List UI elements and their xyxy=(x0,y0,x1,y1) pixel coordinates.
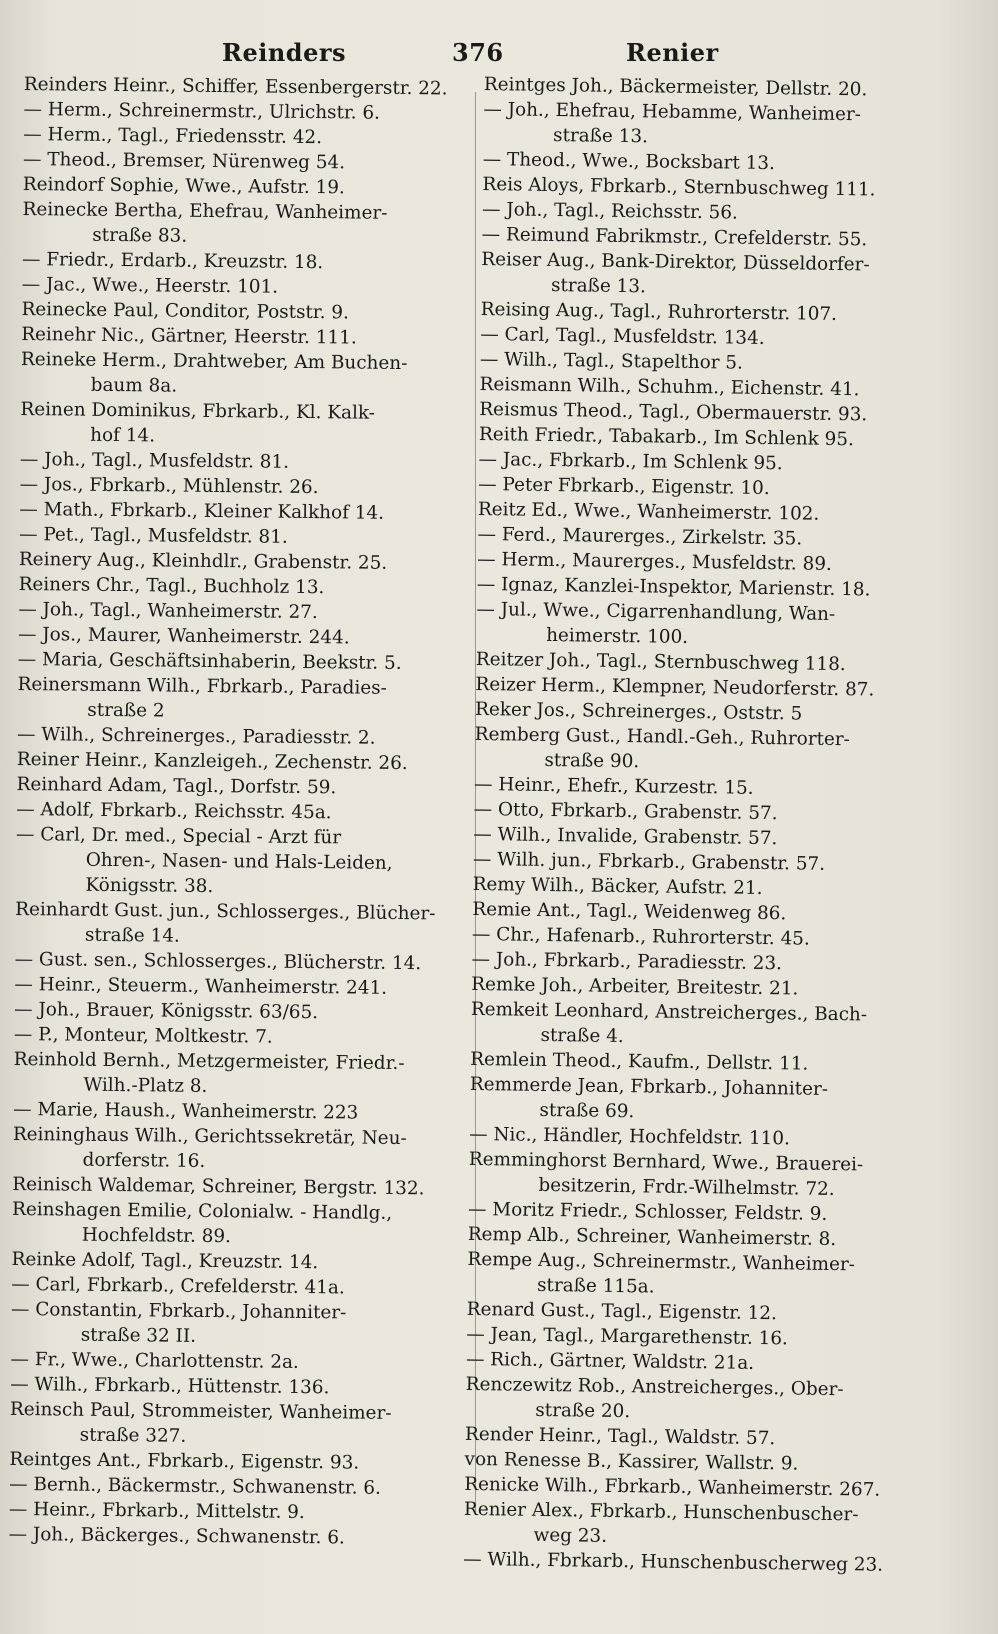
entry-line: Reinhold Bernh., Metzgermeister, Friedr.- xyxy=(13,1048,405,1075)
entry-line: — Math., Fbrkarb., Kleiner Kalkhof 14. xyxy=(19,498,385,524)
entry-line: — Peter Fbrkarb., Eigenstr. 10. xyxy=(478,473,770,500)
entry-continuation-line: baum 8a. xyxy=(90,374,178,397)
entry-line: — Rich., Gärtner, Waldstr. 21a. xyxy=(465,1348,755,1374)
entry-continuation-line: Ohren-, Nasen- und Hals-Leiden, xyxy=(85,849,393,874)
entry-line: Reinshagen Emilie, Colonialw. - Handlg., xyxy=(11,1198,393,1224)
directory-entry xyxy=(470,997,903,1053)
entry-line: — Otto, Fbrkarb., Grabenstr. 57. xyxy=(473,798,778,825)
entry-line: — Theod., Bremser, Nürenweg 54. xyxy=(22,148,346,174)
directory-entry xyxy=(17,672,446,726)
entry-line: — Ignaz, Kanzlei-Inspektor, Marienstr. 18. xyxy=(476,573,871,601)
entry-line: Reinders Heinr., Schiffer, Essenbergerstr. 22. xyxy=(23,73,448,100)
entry-line: — Jac., Fbrkarb., Im Schlenk 95. xyxy=(478,448,783,475)
entry-continuation-line: besitzerin, Frdr.-Wilhelmstr. 72. xyxy=(538,1174,835,1201)
directory-entry xyxy=(21,347,450,401)
entry-line: — Joh., Brauer, Königsstr. 63/65. xyxy=(14,998,319,1024)
entry-continuation-line: weg 23. xyxy=(533,1524,608,1547)
entry-line: Reizer Herm., Klempner, Neudorferstr. 87. xyxy=(475,673,875,701)
entry-line: — Fr., Wwe., Charlottenstr. 2a. xyxy=(10,1348,299,1373)
directory-entry xyxy=(10,1397,439,1451)
entry-line: — Joh., Ehefrau, Hebamme, Wanheimer- xyxy=(483,98,862,126)
entry-continuation-line: straße 13. xyxy=(550,274,647,298)
entry-line: Reis Aloys, Fbrkarb., Sternbuschweg 111. xyxy=(482,173,876,201)
entry-line: Remke Joh., Arbeiter, Breitestr. 21. xyxy=(471,973,799,1000)
entry-line: Reith Friedr., Tabakarb., Im Schlenk 95. xyxy=(478,423,855,451)
entry-line: — Heinr., Fbrkarb., Mittelstr. 9. xyxy=(8,1498,305,1524)
entry-line: — Joh., Tagl., Wanheimerstr. 27. xyxy=(18,598,318,624)
directory-entry xyxy=(468,1147,901,1203)
entry-line: — Chr., Hafenarb., Ruhrorterstr. 45. xyxy=(471,923,810,950)
entry-line: Reismann Wilh., Schuhm., Eichenstr. 41. xyxy=(479,373,860,401)
entry-continuation-line: straße 32 II. xyxy=(80,1324,197,1347)
entry-line: Remminghorst Bernhard, Wwe., Brauerei- xyxy=(468,1148,864,1176)
entry-line: Reinery Aug., Kleinhdlr., Grabenstr. 25. xyxy=(18,548,388,574)
entry-line: Remlein Theod., Kaufm., Dellstr. 11. xyxy=(470,1048,809,1075)
entry-line: Remie Ant., Tagl., Weidenweg 86. xyxy=(472,898,787,925)
entry-line: Reineke Herm., Drahtweber, Am Buchen- xyxy=(20,348,408,375)
entry-line: Renicke Wilh., Fbrkarb., Wanheimerstr. 267. xyxy=(464,1473,881,1501)
entry-line: Reintges Ant., Fbrkarb., Eigenstr. 93. xyxy=(9,1448,360,1474)
entry-line: — Heinr., Steuerm., Wanheimerstr. 241. xyxy=(14,973,388,999)
entry-line: Remberg Gust., Handl.-Geh., Ruhrorter- xyxy=(474,723,850,751)
entry-line: — Friedr., Erdarb., Kreuzstr. 18. xyxy=(21,248,324,274)
entry-line: von Renesse B., Kassirer, Wallstr. 9. xyxy=(464,1448,799,1475)
directory-entry xyxy=(481,247,914,303)
entry-line: Remy Wilh., Bäcker, Aufstr. 21. xyxy=(472,873,763,899)
entry-line: Remmerde Jean, Fbrkarb., Johanniter- xyxy=(469,1073,829,1100)
entry-continuation-line: Königsstr. 38. xyxy=(85,874,214,898)
entry-line: — Ferd., Maurerges., Zirkelstr. 35. xyxy=(477,523,803,550)
entry-line: — Wilh. jun., Fbrkarb., Grabenstr. 57. xyxy=(472,848,826,875)
entry-continuation-line: straße 90. xyxy=(544,749,640,773)
entry-line: Reinersmann Wilh., Fbrkarb., Paradies- xyxy=(17,673,387,699)
entry-line: Renard Gust., Tagl., Eigenstr. 12. xyxy=(466,1298,778,1325)
entry-line: — Joh., Tagl., Musfeldstr. 81. xyxy=(19,448,290,473)
entry-line: — Bernh., Bäckermstr., Schwanenstr. 6. xyxy=(9,1473,381,1499)
entry-continuation-line: Wilh.-Platz 8. xyxy=(83,1074,208,1097)
entry-line: Reiser Aug., Bank-Direktor, Düsseldorfer- xyxy=(481,248,870,276)
entry-line: Remkeit Leonhard, Anstreicherges., Bach- xyxy=(470,998,868,1026)
entry-line: — Joh., Fbrkarb., Paradiesstr. 23. xyxy=(471,948,783,975)
entry-line: Reinisch Waldemar, Schreiner, Bergstr. 132. xyxy=(12,1173,425,1200)
entry-line: — Carl, Dr. med., Special - Arzt für xyxy=(15,823,342,849)
entry-line: — Marie, Haush., Wanheimerstr. 223 xyxy=(13,1098,359,1124)
entry-continuation-line: straße 4. xyxy=(540,1024,624,1048)
entry-line: — Wilh., Tagl., Stapelthor 5. xyxy=(479,348,744,374)
header-right-keyword: Renier xyxy=(626,38,719,67)
entry-line: — Gust. sen., Schlosserges., Blücherstr. 14. xyxy=(14,948,422,975)
entry-line: — Maria, Geschäftsinhaberin, Beekstr. 5. xyxy=(17,648,402,674)
entry-continuation-line: straße 14. xyxy=(84,924,180,947)
entry-line: — Reimund Fabrikmstr., Crefelderstr. 55. xyxy=(481,223,868,251)
entry-line: Reinke Adolf, Tagl., Kreuzstr. 14. xyxy=(11,1248,319,1274)
entry-line: — Carl, Fbrkarb., Crefelderstr. 41a. xyxy=(11,1273,345,1299)
entry-line: — Herm., Schreinermstr., Ulrichstr. 6. xyxy=(23,98,381,124)
entry-line: — Jos., Maurer, Wanheimerstr. 244. xyxy=(17,623,350,649)
directory-entry xyxy=(465,1372,898,1428)
entry-line: Reitz Ed., Wwe., Wanheimerstr. 102. xyxy=(477,498,820,525)
entry-continuation-line: dorferstr. 16. xyxy=(82,1149,206,1172)
entry-line: — Moritz Friedr., Schlosser, Feldstr. 9. xyxy=(467,1198,828,1225)
entry-line: — Wilh., Fbrkarb., Hüttenstr. 136. xyxy=(10,1373,330,1399)
entry-continuation-line: straße 327. xyxy=(79,1424,187,1447)
entry-line: — Carl, Tagl., Musfeldstr. 134. xyxy=(480,323,765,349)
directory-entry xyxy=(15,897,444,951)
entry-line: Reintges Joh., Bäckermeister, Dellstr. 20. xyxy=(483,73,868,101)
entry-line: Reismus Theod., Tagl., Obermauerstr. 93. xyxy=(479,398,868,426)
entry-continuation-line: straße 69. xyxy=(539,1099,635,1123)
directory-entry xyxy=(463,1497,896,1553)
entry-line: Reinecke Paul, Conditor, Poststr. 9. xyxy=(21,298,349,324)
entry-continuation-line: straße 83. xyxy=(92,224,188,247)
right-column xyxy=(463,72,916,1578)
directory-entry xyxy=(9,1522,437,1551)
entry-line: — Jul., Wwe., Cigarrenhandlung, Wan- xyxy=(476,598,836,625)
entry-line: Renczewitz Rob., Anstreicherges., Ober- xyxy=(465,1373,844,1401)
entry-line: Reinhard Adam, Tagl., Dorfstr. 59. xyxy=(16,773,337,799)
directory-entry xyxy=(467,1247,900,1303)
entry-line: — Wilh., Schreinerges., Paradiesstr. 2. xyxy=(16,723,376,749)
entry-line: Reinsch Paul, Strommeister, Wanheimer- xyxy=(9,1398,392,1424)
directory-entry xyxy=(474,722,907,778)
entry-line: Reininghaus Wilh., Gerichtssekretär, Neu- xyxy=(12,1123,407,1150)
directory-entry xyxy=(463,1547,895,1578)
directory-entry xyxy=(13,1047,442,1101)
entry-line: — Heinr., Ehefr., Kurzestr. 15. xyxy=(473,773,754,799)
entry-line: — Theod., Wwe., Bocksbart 13. xyxy=(482,148,776,175)
entry-line: Reinen Dominikus, Fbrkarb., Kl. Kalk- xyxy=(20,398,376,424)
entry-line: Reinhardt Gust. jun., Schlosserges., Blücher- xyxy=(15,898,436,925)
entry-line: — Wilh., Invalide, Grabenstr. 57. xyxy=(473,823,778,850)
directory-entry xyxy=(476,597,909,653)
entry-line: Reinehr Nic., Gärtner, Heerstr. 111. xyxy=(21,323,357,349)
entry-continuation-line: straße 13. xyxy=(552,124,649,148)
entry-continuation-line: straße 115a. xyxy=(536,1274,655,1298)
entry-line: Reising Aug., Tagl., Ruhrorterstr. 107. xyxy=(480,298,838,325)
entry-line: — Adolf, Fbrkarb., Reichsstr. 45a. xyxy=(16,798,332,824)
left-column xyxy=(9,72,452,1551)
entry-line: — Jos., Fbrkarb., Mühlenstr. 26. xyxy=(19,473,319,499)
entry-continuation-line: straße 20. xyxy=(535,1399,631,1423)
entry-line: Reker Jos., Schreinerges., Oststr. 5 xyxy=(474,698,803,725)
entry-line: — Wilh., Fbrkarb., Hunschenbuscherweg 23. xyxy=(463,1548,884,1576)
entry-line: — Pet., Tagl., Musfeldstr. 81. xyxy=(19,523,288,548)
entry-line: — Joh., Tagl., Reichsstr. 56. xyxy=(481,198,738,224)
entry-line: — Herm., Tagl., Friedensstr. 42. xyxy=(23,123,323,149)
entry-line: Reitzer Joh., Tagl., Sternbuschweg 118. xyxy=(475,648,846,676)
directory-entry xyxy=(15,822,444,901)
entry-line: Reiners Chr., Tagl., Buchholz 13. xyxy=(18,573,325,599)
entry-line: Render Heinr., Tagl., Waldstr. 57. xyxy=(464,1423,776,1450)
entry-line: — P., Monteur, Moltkestr. 7. xyxy=(13,1023,273,1048)
entry-continuation-line: hof 14. xyxy=(90,424,156,447)
entry-line: Renier Alex., Fbrkarb., Hunschenbuscher- xyxy=(463,1498,859,1526)
entry-line: — Jean, Tagl., Margarethenstr. 16. xyxy=(466,1323,788,1350)
entry-line: — Jac., Wwe., Heerstr. 101. xyxy=(21,273,279,298)
directory-entry xyxy=(469,1072,902,1128)
entry-line: — Nic., Händler, Hochfeldstr. 110. xyxy=(469,1123,791,1150)
entry-continuation-line: Hochfeldstr. 89. xyxy=(81,1224,232,1248)
directory-entry xyxy=(20,397,449,451)
entry-line: Reinecke Bertha, Ehefrau, Wanheimer- xyxy=(22,198,388,224)
entry-continuation-line: heimerstr. 100. xyxy=(545,624,689,648)
entry-line: Reindorf Sophie, Wwe., Aufstr. 19. xyxy=(22,173,345,199)
header-left-keyword: Reinders xyxy=(222,38,346,67)
entry-line: — Joh., Bäckerges., Schwanenstr. 6. xyxy=(8,1523,345,1549)
entry-line: Remp Alb., Schreiner, Wanheimerstr. 8. xyxy=(467,1223,837,1251)
directory-entry xyxy=(22,197,451,251)
entry-line: Rempe Aug., Schreinermstr., Wanheimer- xyxy=(467,1248,856,1276)
entry-line: — Constantin, Fbrkarb., Johanniter- xyxy=(10,1298,347,1324)
entry-line: — Herm., Maurerges., Musfeldstr. 89. xyxy=(477,548,832,575)
page-number: 376 xyxy=(452,38,504,67)
directory-entry xyxy=(12,1122,441,1176)
directory-entry xyxy=(483,97,916,153)
entry-line: Reiner Heinr., Kanzleigeh., Zechenstr. 26. xyxy=(16,748,408,775)
directory-entry xyxy=(12,1197,441,1251)
directory-entry xyxy=(11,1297,440,1351)
entry-continuation-line: straße 2 xyxy=(87,699,165,722)
